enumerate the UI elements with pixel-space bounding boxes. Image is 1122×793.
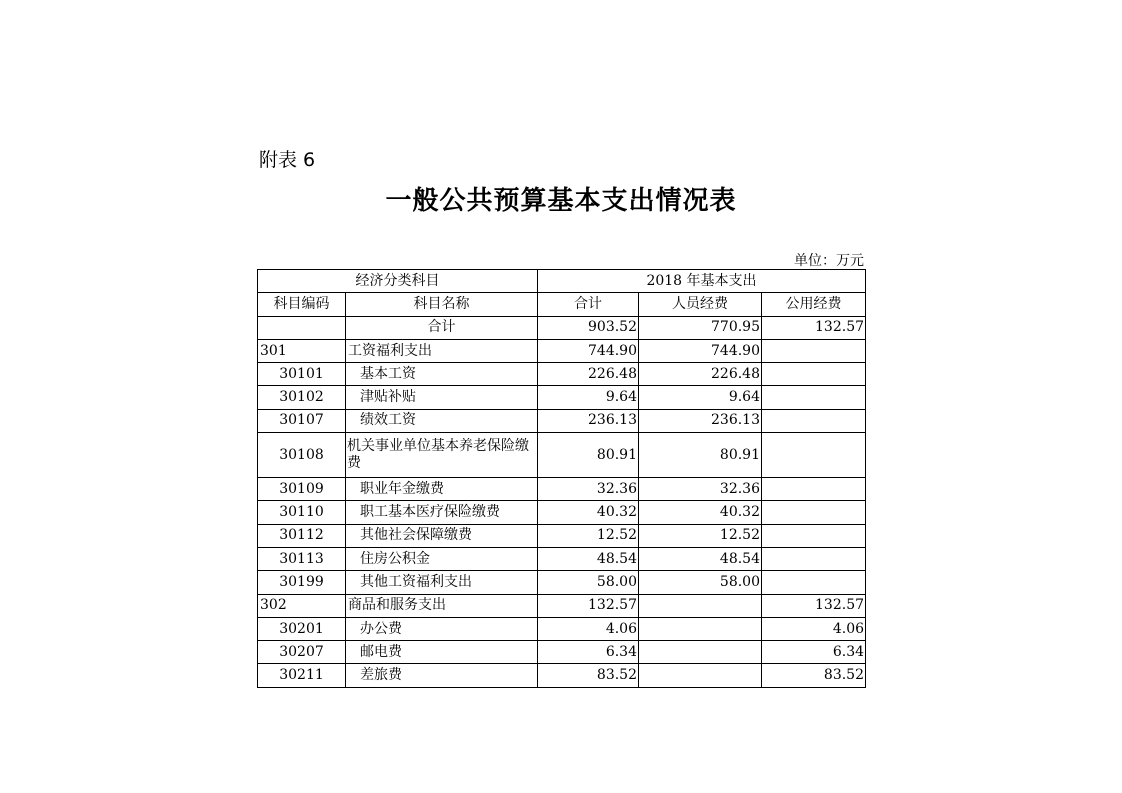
table-row [258,339,866,362]
row-code: 30201 [258,617,346,640]
table-row [258,386,866,409]
header-economic-classification: 经济分类科目 [258,270,538,293]
table-row [258,478,866,501]
row-personnel [639,617,762,640]
row-personnel: 744.90 [639,339,762,362]
row-personnel: 12.52 [639,524,762,547]
row-code: 302 [258,594,346,617]
header-public: 公用经费 [762,293,866,316]
row-public: 83.52 [762,664,866,687]
row-name: 住房公积金 [346,547,538,570]
row-total: 32.36 [538,478,639,501]
table-row [258,524,866,547]
row-total: 12.52 [538,524,639,547]
table-row [258,501,866,524]
row-code: 30109 [258,478,346,501]
header-row-group [258,270,866,293]
row-personnel: 770.95 [639,316,762,339]
table-row [258,641,866,664]
row-public [762,339,866,362]
row-public [762,363,866,386]
row-personnel: 32.36 [639,478,762,501]
table-row [258,363,866,386]
header-code: 科目编码 [258,293,346,316]
row-public [762,409,866,432]
row-total: 83.52 [538,664,639,687]
row-personnel: 58.00 [639,571,762,594]
header-name: 科目名称 [346,293,538,316]
row-name: 工资福利支出 [346,339,538,362]
header-total: 合计 [538,293,639,316]
row-name: 合计 [346,316,538,339]
row-total: 226.48 [538,363,639,386]
row-name: 办公费 [346,617,538,640]
row-public [762,501,866,524]
row-name: 机关事业单位基本养老保险缴费 [346,433,538,478]
table-row [258,409,866,432]
row-name: 基本工资 [346,363,538,386]
row-public [762,433,866,478]
row-code [258,316,346,339]
row-total: 132.57 [538,594,639,617]
row-public [762,478,866,501]
row-code: 30113 [258,547,346,570]
table-row [258,571,866,594]
row-name: 商品和服务支出 [346,594,538,617]
row-public: 6.34 [762,641,866,664]
row-personnel [639,641,762,664]
header-basic-expenditure: 2018 年基本支出 [538,270,866,293]
row-public [762,524,866,547]
row-total: 744.90 [538,339,639,362]
row-personnel [639,664,762,687]
row-code: 30207 [258,641,346,664]
table-row [258,547,866,570]
row-total: 9.64 [538,386,639,409]
row-total: 236.13 [538,409,639,432]
row-public [762,386,866,409]
row-public: 132.57 [762,594,866,617]
row-total: 903.52 [538,316,639,339]
row-total: 4.06 [538,617,639,640]
row-name: 其他社会保障缴费 [346,524,538,547]
row-personnel: 236.13 [639,409,762,432]
row-personnel: 48.54 [639,547,762,570]
row-name: 差旅费 [346,664,538,687]
row-name: 绩效工资 [346,409,538,432]
row-code: 30211 [258,664,346,687]
row-name: 其他工资福利支出 [346,571,538,594]
row-personnel: 80.91 [639,433,762,478]
row-public [762,571,866,594]
row-code: 30107 [258,409,346,432]
row-total: 40.32 [538,501,639,524]
row-code: 30110 [258,501,346,524]
row-personnel: 226.48 [639,363,762,386]
row-personnel: 9.64 [639,386,762,409]
row-name: 邮电费 [346,641,538,664]
row-total: 48.54 [538,547,639,570]
table-row [258,664,866,687]
row-code: 30199 [258,571,346,594]
appendix-label: 附表 6 [259,149,316,171]
row-name: 职业年金缴费 [346,478,538,501]
unit-label: 单位：万元 [794,253,864,269]
row-name: 津贴补贴 [346,386,538,409]
row-personnel [639,594,762,617]
header-row-columns [258,293,866,316]
row-code: 30101 [258,363,346,386]
table-row [258,316,866,339]
row-public: 132.57 [762,316,866,339]
row-code: 301 [258,339,346,362]
row-code: 30102 [258,386,346,409]
table-row [258,617,866,640]
row-code: 30108 [258,433,346,478]
row-personnel: 40.32 [639,501,762,524]
row-total: 6.34 [538,641,639,664]
row-public: 4.06 [762,617,866,640]
table-row [258,433,866,478]
table-row [258,594,866,617]
header-personnel: 人员经费 [639,293,762,316]
budget-table [257,269,866,688]
row-public [762,547,866,570]
row-code: 30112 [258,524,346,547]
row-name: 职工基本医疗保险缴费 [346,501,538,524]
row-total: 80.91 [538,433,639,478]
page-title: 一般公共预算基本支出情况表 [385,186,737,216]
row-total: 58.00 [538,571,639,594]
